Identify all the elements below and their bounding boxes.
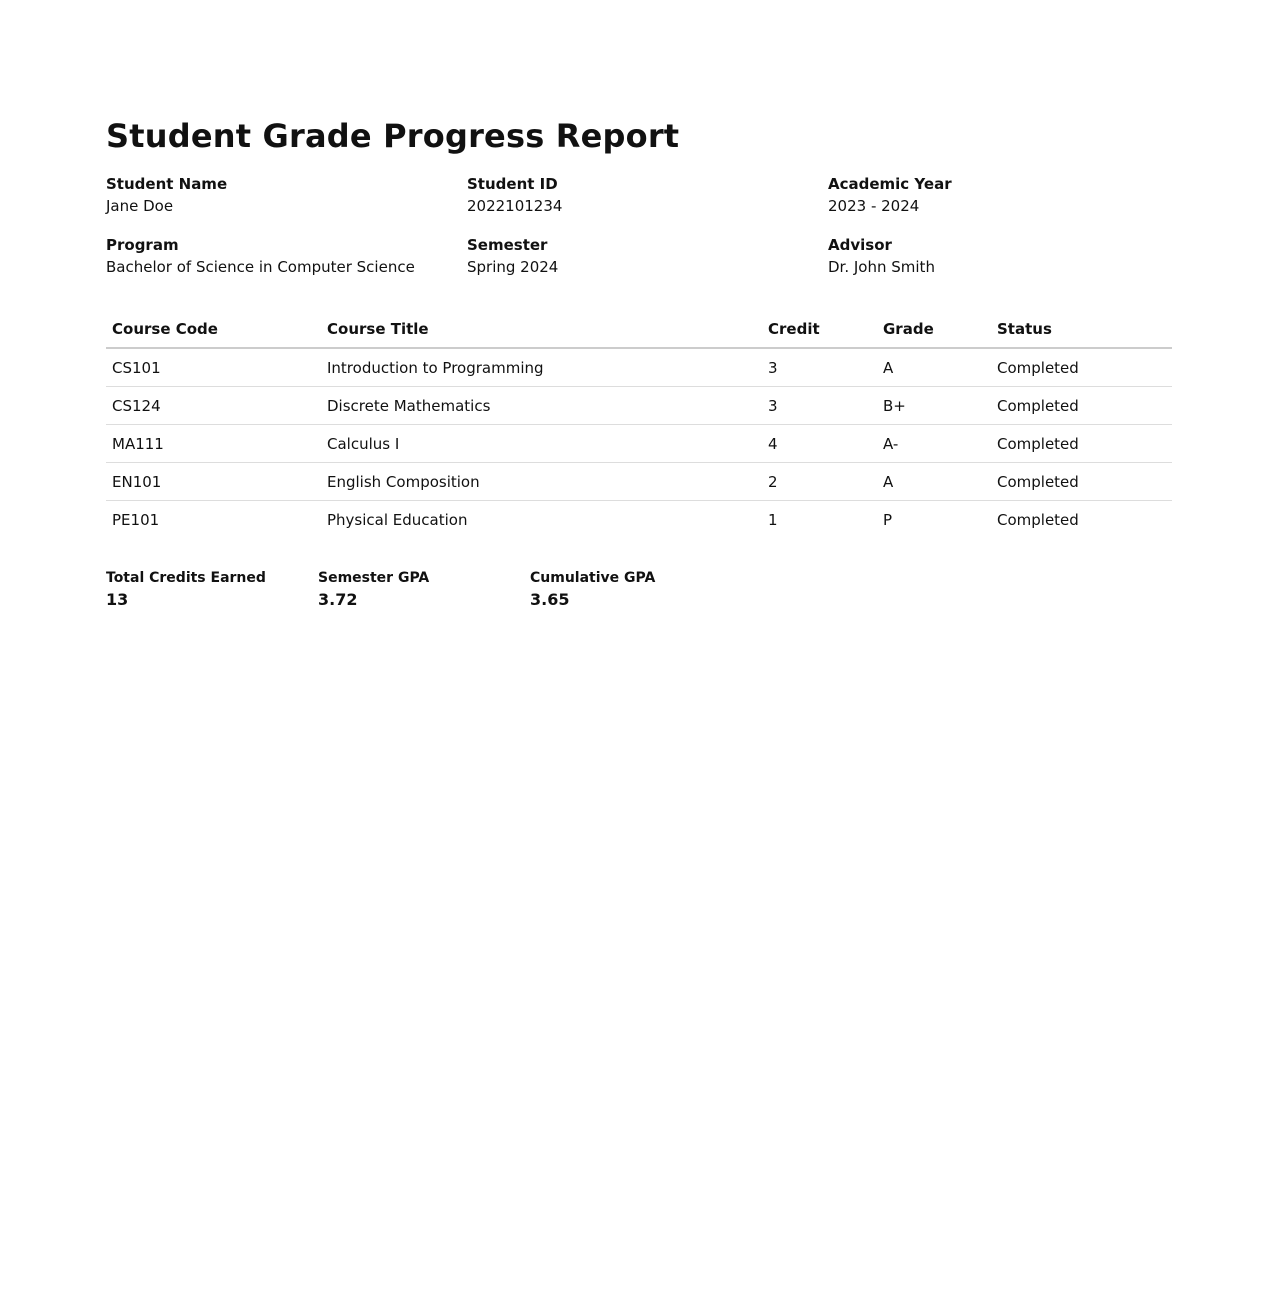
summary-value: 13 bbox=[106, 590, 129, 609]
info-advisor bbox=[828, 235, 1189, 280]
cell-credit: 4 bbox=[762, 425, 877, 463]
cell-course-code: PE101 bbox=[112, 510, 160, 529]
gpa-summary bbox=[106, 569, 742, 612]
info-label: Program bbox=[106, 236, 179, 254]
header-status: Status bbox=[991, 314, 1172, 348]
summary-value: 3.72 bbox=[318, 590, 358, 609]
info-value: Bachelor of Science in Computer Science bbox=[106, 258, 415, 276]
cell-status: Completed bbox=[991, 425, 1172, 463]
cell-grade: P bbox=[883, 510, 893, 529]
cell-credit: 2 bbox=[762, 463, 877, 501]
summary-label: Total Credits Earned bbox=[106, 570, 266, 586]
table-row bbox=[106, 501, 1172, 539]
summary-cumulative-gpa bbox=[530, 569, 742, 612]
cell-status: Completed bbox=[991, 387, 1172, 425]
info-label: Student Name bbox=[106, 175, 228, 193]
summary-label: Cumulative GPA bbox=[530, 570, 656, 586]
student-info-grid bbox=[106, 174, 1189, 280]
cell-course-title: Calculus I bbox=[321, 425, 762, 463]
table-header-row bbox=[106, 314, 1172, 348]
cell-status: Completed bbox=[991, 463, 1172, 501]
table-row bbox=[106, 387, 1172, 425]
table-row bbox=[106, 425, 1172, 463]
info-academic-year bbox=[828, 174, 1189, 219]
cell-status: Completed bbox=[991, 348, 1172, 387]
cell-status: Completed bbox=[997, 510, 1079, 529]
cell-credit: 3 bbox=[762, 348, 877, 387]
cell-course-code: MA111 bbox=[106, 425, 321, 463]
header-course-code: Course Code bbox=[106, 314, 321, 348]
info-value: 2022101234 bbox=[467, 197, 563, 215]
info-semester bbox=[467, 235, 828, 280]
cell-grade: A bbox=[877, 463, 991, 501]
courses-table bbox=[106, 314, 1172, 538]
cell-course-code: CS101 bbox=[106, 348, 321, 387]
info-student-name bbox=[106, 174, 467, 219]
header-course-title: Course Title bbox=[321, 314, 762, 348]
info-student-id bbox=[467, 174, 828, 219]
summary-total-credits bbox=[106, 569, 318, 612]
info-value: Dr. John Smith bbox=[828, 258, 935, 276]
cell-grade: A bbox=[877, 348, 991, 387]
cell-grade: A- bbox=[877, 425, 991, 463]
page-title: Student Grade Progress Report bbox=[106, 117, 680, 155]
info-program bbox=[106, 235, 467, 280]
cell-course-code: EN101 bbox=[106, 463, 321, 501]
cell-course-code: CS124 bbox=[106, 387, 321, 425]
summary-value: 3.65 bbox=[530, 590, 570, 609]
info-label: Academic Year bbox=[828, 175, 952, 193]
cell-course-title: Discrete Mathematics bbox=[321, 387, 762, 425]
info-label: Semester bbox=[467, 236, 548, 254]
table-row bbox=[106, 463, 1172, 501]
info-label: Student ID bbox=[467, 175, 558, 193]
summary-semester-gpa bbox=[318, 569, 530, 612]
info-value: 2023 - 2024 bbox=[828, 197, 920, 215]
info-label: Advisor bbox=[828, 236, 892, 254]
cell-credit: 3 bbox=[762, 387, 877, 425]
cell-course-title: Physical Education bbox=[327, 510, 468, 529]
info-value: Spring 2024 bbox=[467, 258, 559, 276]
cell-credit: 1 bbox=[768, 510, 778, 529]
table-row bbox=[106, 348, 1172, 387]
header-grade: Grade bbox=[877, 314, 991, 348]
info-value: Jane Doe bbox=[106, 197, 174, 215]
summary-label: Semester GPA bbox=[318, 570, 430, 586]
cell-course-title: English Composition bbox=[321, 463, 762, 501]
header-credit: Credit bbox=[762, 314, 877, 348]
cell-grade: B+ bbox=[877, 387, 991, 425]
cell-course-title: Introduction to Programming bbox=[321, 348, 762, 387]
